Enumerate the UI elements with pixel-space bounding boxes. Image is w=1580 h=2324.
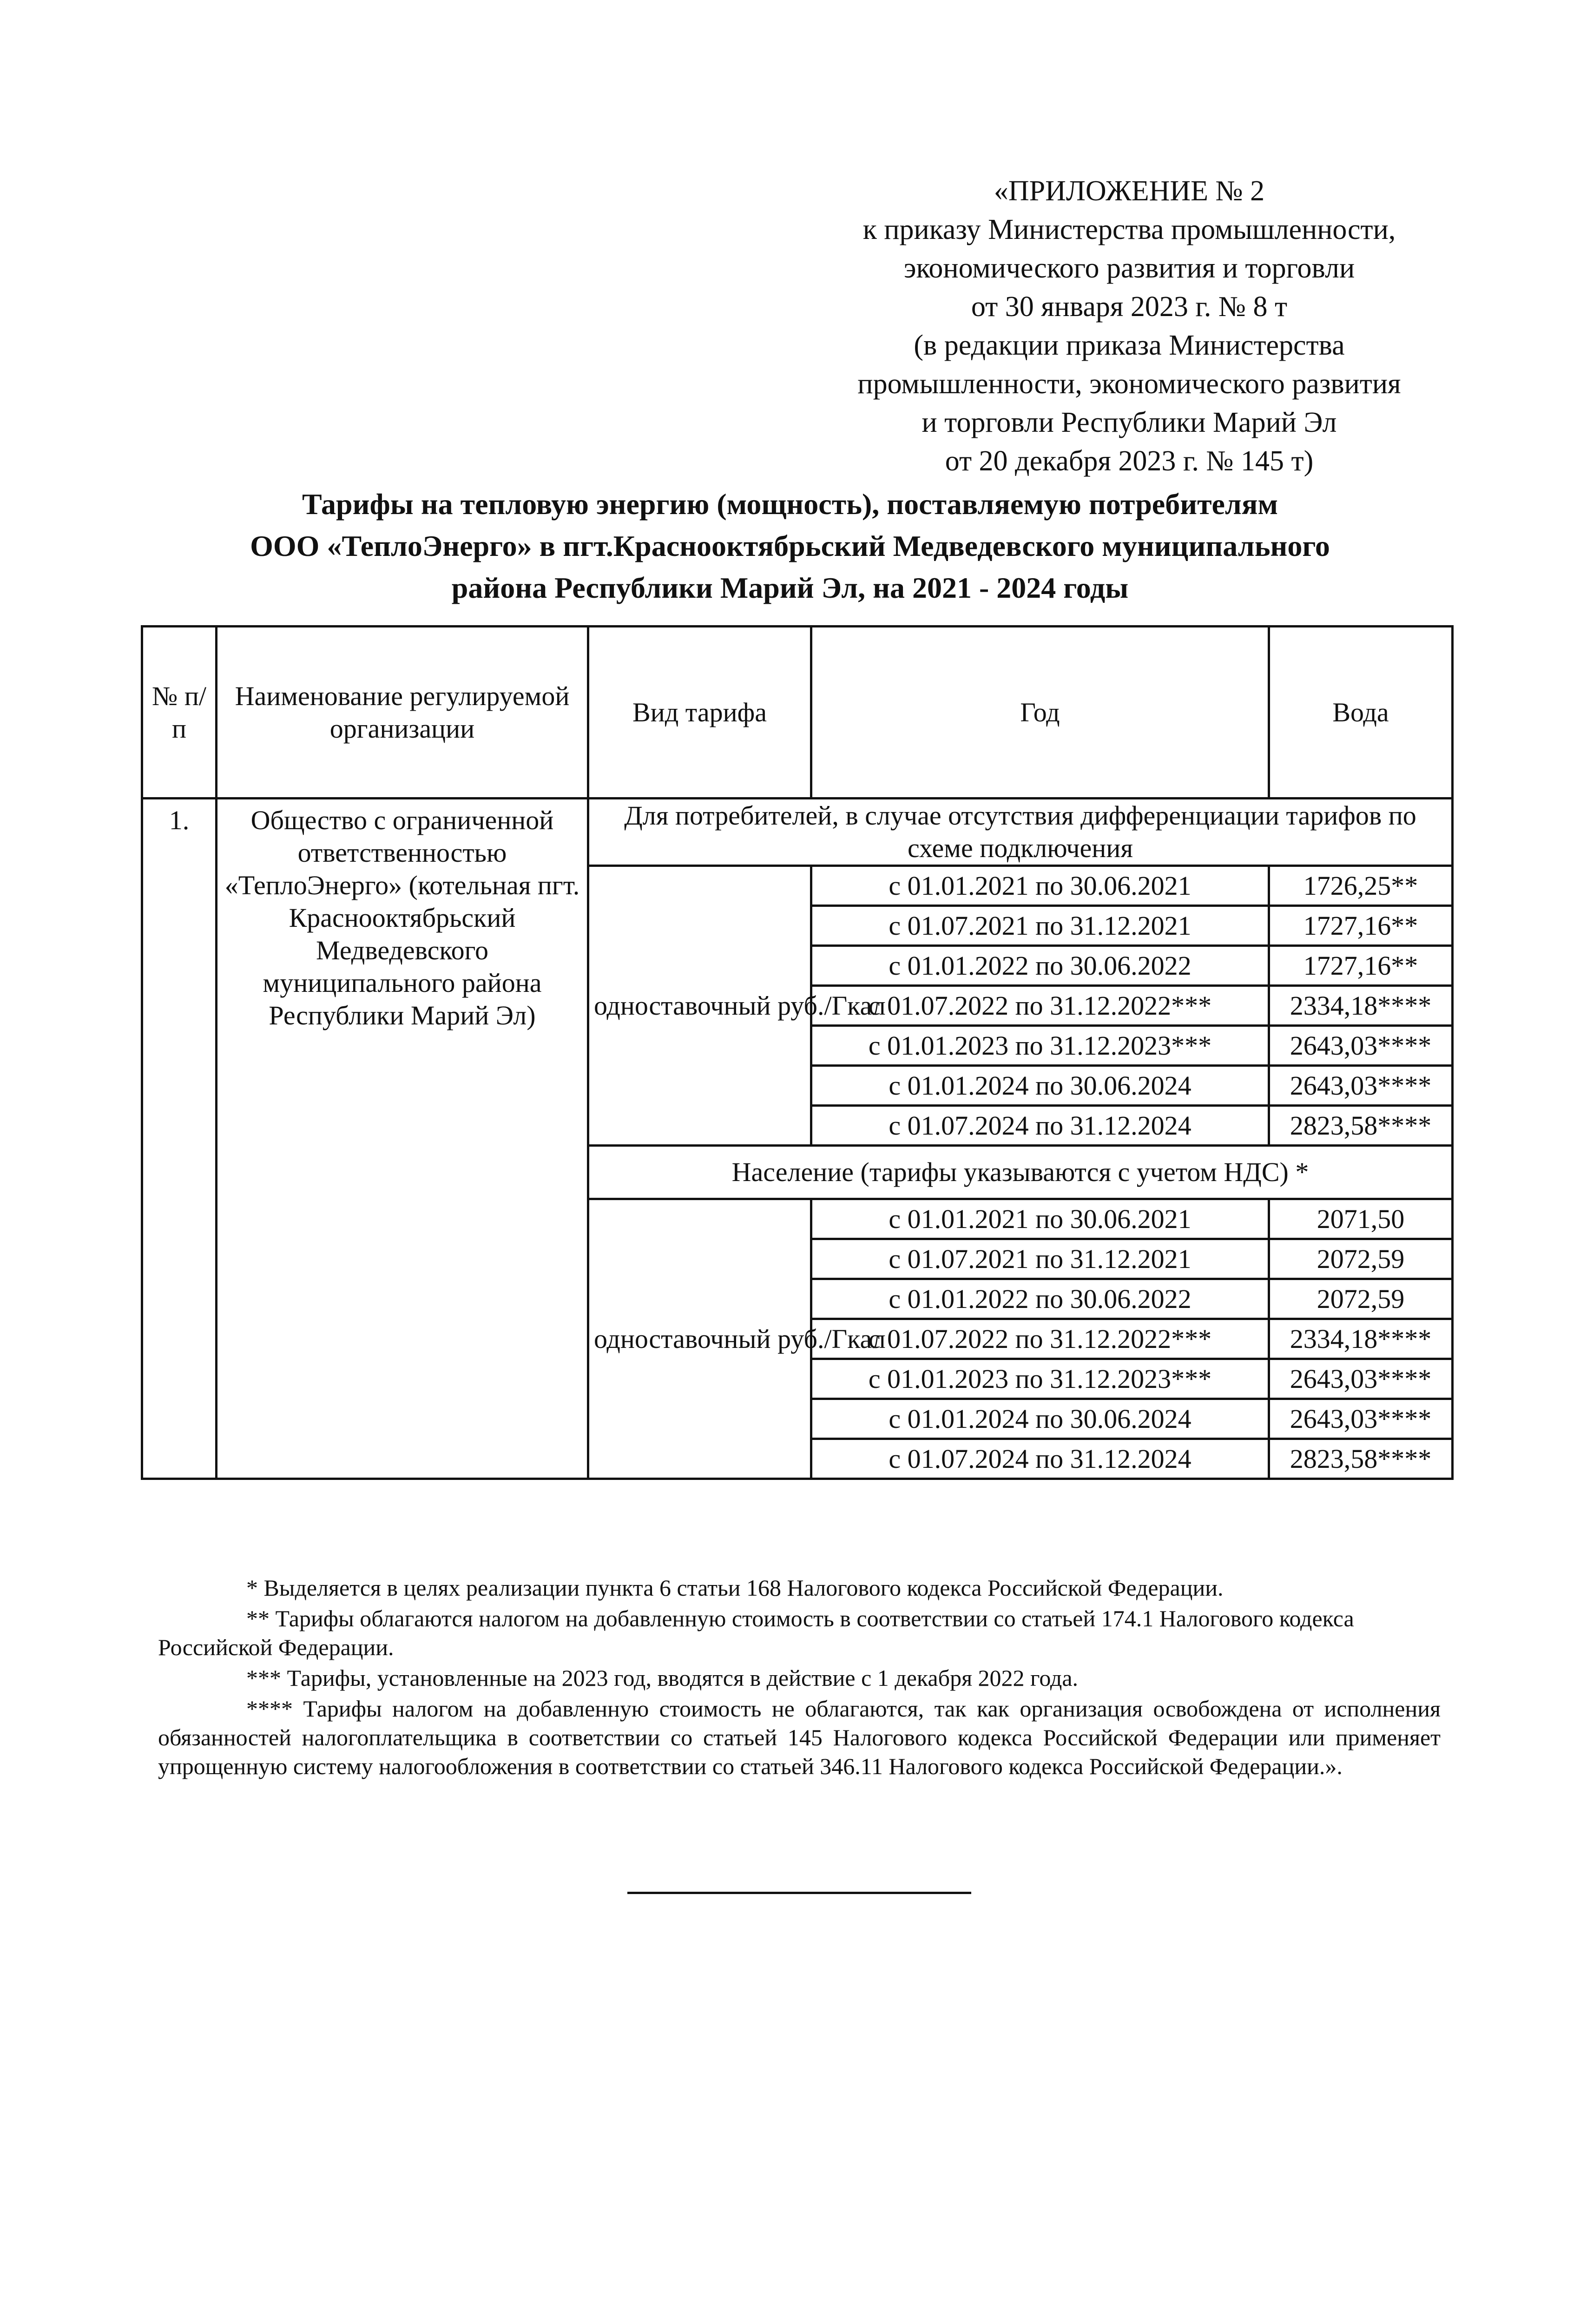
period-cell: с 01.07.2022 по 31.12.2022*** xyxy=(811,1319,1269,1359)
footnote: ** Тарифы облагаются налогом на добавленную стоимость в соответствии со статьей 174.1 Налогового кодекса Российской Федерации. xyxy=(158,1605,1354,1660)
value-cell: 2643,03**** xyxy=(1269,1359,1453,1399)
period-cell: с 01.01.2023 по 31.12.2023*** xyxy=(811,1359,1269,1399)
footnote: **** Тарифы налогом на добавленную стоимость не облагаются, так как организация освобождена от исполнения обязанностей налогоплательщика в соответствии со статьей 145 Налогового кодекса Российской Федерации или применяет упрощенную систему налогообложения в соответствии со статьей 346.11 Налогового кодекса Российской Федерации.». xyxy=(158,1696,1441,1779)
period-cell: с 01.01.2021 по 30.06.2021 xyxy=(811,866,1269,906)
value-cell: 2334,18**** xyxy=(1269,986,1453,1026)
annex-line: к приказу Министерства промышленности, xyxy=(862,214,1396,245)
period-cell: с 01.01.2024 по 30.06.2024 xyxy=(811,1399,1269,1439)
header-organization: Наименование регулируемой организации xyxy=(217,627,588,799)
period-cell: с 01.07.2024 по 31.12.2024 xyxy=(811,1439,1269,1479)
period-cell: с 01.07.2022 по 31.12.2022*** xyxy=(811,986,1269,1026)
value-cell: 2823,58**** xyxy=(1269,1439,1453,1479)
group-title: Население (тарифы указываются с учетом НДС) * xyxy=(588,1146,1453,1199)
header-year: Год xyxy=(811,627,1269,799)
table-row xyxy=(142,799,1453,866)
header-tariff-type: Вид тарифа xyxy=(588,627,811,799)
value-cell: 2072,59 xyxy=(1269,1239,1453,1279)
tariff-type: одноставочный руб./Гкал xyxy=(588,866,811,1146)
table-header-row xyxy=(142,627,1453,799)
value-cell: 1727,16** xyxy=(1269,906,1453,946)
title-line: Тарифы на тепловую энергию (мощность), поставляемую потребителям xyxy=(302,488,1278,521)
annex-line: «ПРИЛОЖЕНИЕ № 2 xyxy=(994,175,1265,207)
value-cell: 2643,03**** xyxy=(1269,1026,1453,1066)
title-line: района Республики Марий Эл, на 2021 - 2024 годы xyxy=(451,571,1129,604)
title-line: ООО «ТеплоЭнерго» в пгт.Краснооктябрьский Медведевского муниципального xyxy=(250,529,1330,562)
footnotes xyxy=(158,1573,1441,1783)
value-cell: 2823,58**** xyxy=(1269,1106,1453,1146)
period-cell: с 01.01.2024 по 30.06.2024 xyxy=(811,1066,1269,1106)
period-cell: с 01.01.2022 по 30.06.2022 xyxy=(811,1279,1269,1319)
period-cell: с 01.07.2024 по 31.12.2024 xyxy=(811,1106,1269,1146)
footnote: *** Тарифы, установленные на 2023 год, вводятся в действие с 1 декабря 2022 года. xyxy=(246,1665,1079,1691)
tariff-table xyxy=(141,625,1454,1480)
annex-line: и торговли Республики Марий Эл xyxy=(922,407,1337,438)
group-title: Для потребителей, в случае отсутствия дифференциации тарифов по схеме подключения xyxy=(588,799,1453,866)
document-title xyxy=(139,483,1441,609)
organization-name: Общество с ограниченной ответственностью «ТеплоЭнерго» (котельная пгт. Краснооктябрьский Медведевского муниципального района Республики Марий Эл) xyxy=(217,799,588,1479)
annex-line: экономического развития и торговли xyxy=(903,252,1355,284)
period-cell: с 01.01.2021 по 30.06.2021 xyxy=(811,1199,1269,1239)
period-cell: с 01.07.2021 по 31.12.2021 xyxy=(811,906,1269,946)
row-number: 1. xyxy=(142,799,217,1479)
period-cell: с 01.07.2021 по 31.12.2021 xyxy=(811,1239,1269,1279)
annex-line: (в редакции приказа Министерства xyxy=(914,330,1345,361)
value-cell: 1727,16** xyxy=(1269,946,1453,986)
annex-line: от 20 декабря 2023 г. № 145 т) xyxy=(945,445,1314,477)
tariff-type: одноставочный руб./Гкал xyxy=(588,1199,811,1479)
value-cell: 2072,59 xyxy=(1269,1279,1453,1319)
value-cell: 1726,25** xyxy=(1269,866,1453,906)
period-cell: с 01.01.2022 по 30.06.2022 xyxy=(811,946,1269,986)
annex-line: от 30 января 2023 г. № 8 т xyxy=(971,291,1288,323)
annex-line: промышленности, экономического развития xyxy=(857,368,1401,400)
header-water: Вода xyxy=(1269,627,1453,799)
footnote: * Выделяется в целях реализации пункта 6 статьи 168 Налогового кодекса Российской Федерации. xyxy=(246,1575,1224,1601)
value-cell: 2334,18**** xyxy=(1269,1319,1453,1359)
period-cell: с 01.01.2023 по 31.12.2023*** xyxy=(811,1026,1269,1066)
annex-header xyxy=(781,172,1478,481)
value-cell: 2071,50 xyxy=(1269,1199,1453,1239)
end-divider xyxy=(627,1892,971,1894)
header-num: № п/п xyxy=(142,627,217,799)
value-cell: 2643,03**** xyxy=(1269,1399,1453,1439)
value-cell: 2643,03**** xyxy=(1269,1066,1453,1106)
